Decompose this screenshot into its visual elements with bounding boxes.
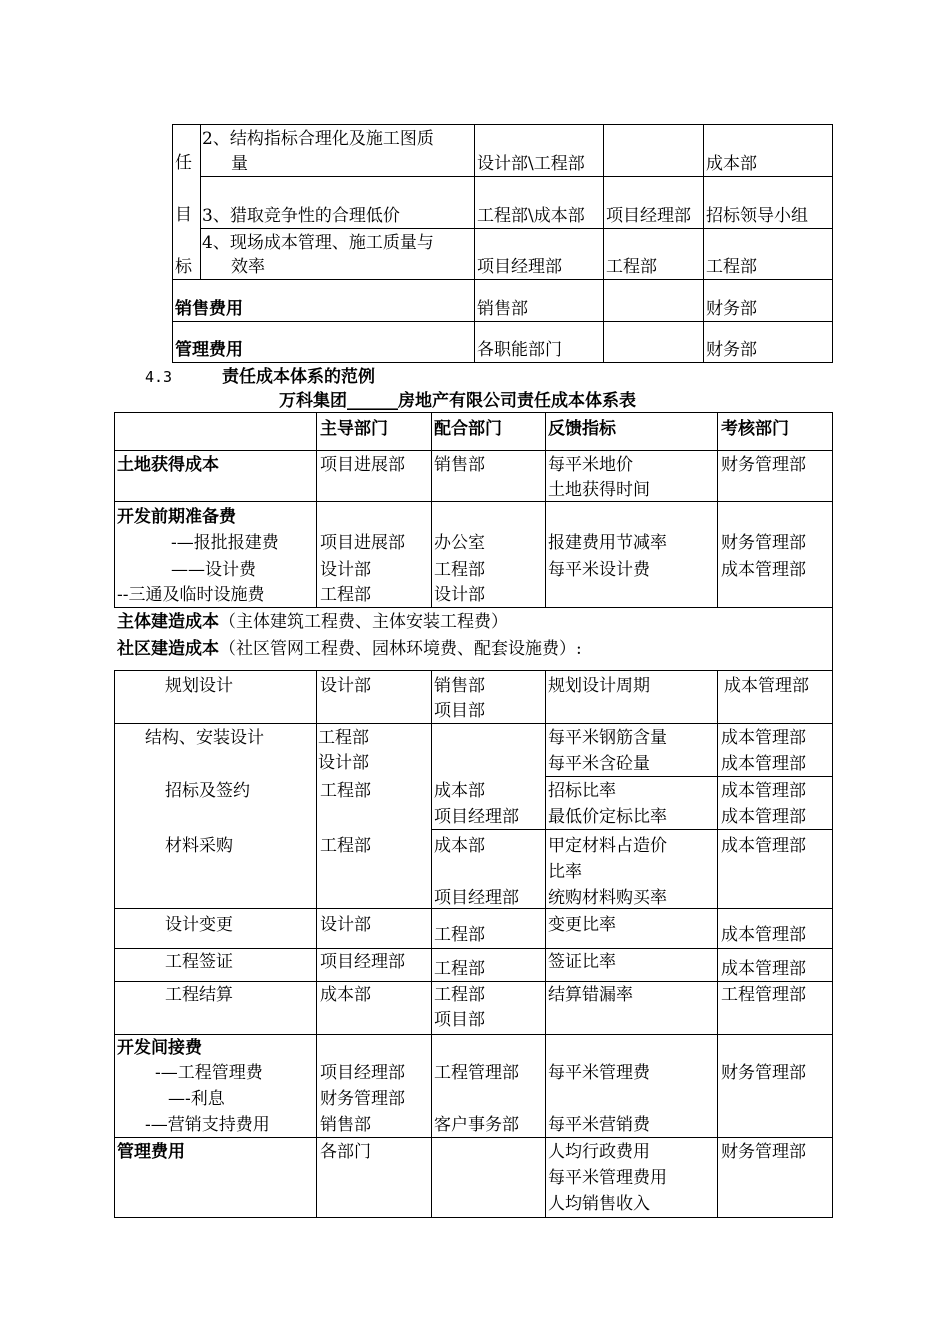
column-header: 考核部门 (721, 419, 789, 439)
table-cell: 比率 (548, 862, 582, 882)
table-cell: 项目部 (434, 701, 485, 721)
table-cell: 招标比率 (548, 781, 616, 801)
row-label: 结构、安装设计 (145, 728, 264, 748)
table-cell: 项目经理部 (477, 257, 562, 277)
table-cell: 2、结构指标合理化及施工图质 (202, 129, 434, 149)
table-cell: 4、现场成本管理、施工质量与 (202, 233, 434, 253)
table-title-left: 万科集团 (279, 391, 347, 411)
table-cell: 财务管理部 (721, 1063, 806, 1083)
vertical-label-char: 标 (175, 257, 192, 277)
table-cell: 成本部 (434, 781, 485, 801)
table-cell: 工程部 (320, 836, 371, 856)
table-cell: 销售部 (320, 1115, 371, 1135)
row-label: 规划设计 (165, 676, 233, 696)
table-cell: 财务管理部 (721, 1142, 806, 1162)
table-cell: 财务管理部 (721, 533, 806, 553)
table-cell: 工程部 (434, 959, 485, 979)
table-cell: 成本部 (434, 836, 485, 856)
table-cell: 客户事务部 (434, 1115, 519, 1135)
table-cell: 财务管理部 (721, 455, 806, 475)
table-cell: 销售部 (477, 299, 528, 319)
table-cell: 每平米钢筋含量 (548, 728, 667, 748)
table-cell: 项目进展部 (320, 455, 405, 475)
row-label: 招标及签约 (165, 781, 250, 801)
vertical-label-char: 目 (175, 205, 192, 225)
table-cell: 3、猎取竞争性的合理低价 (202, 206, 400, 226)
table-cell: 项目部 (434, 1010, 485, 1030)
construction-title: 主体建造成本 (117, 612, 219, 632)
table-cell: 每平米地价 (548, 455, 633, 475)
table-title (279, 388, 636, 414)
table-cell: 工程部 (606, 257, 657, 277)
table-cell: 成本管理部 (721, 728, 806, 748)
table-cell: 甲定材料占造价 (548, 836, 667, 856)
row-label: 材料采购 (165, 836, 233, 856)
table-cell: -—报批报建费 (171, 533, 279, 553)
table-cell: —-利息 (168, 1089, 225, 1109)
table-cell: 设计部 (320, 915, 371, 935)
table-cell: 工程部 (434, 560, 485, 580)
table-cell: 项目经理部 (320, 952, 405, 972)
table-cell: 销售部 (434, 455, 485, 475)
column-header: 反馈指标 (548, 419, 616, 439)
table-cell: ——设计费 (171, 560, 256, 580)
community-title: 社区建造成本 (117, 639, 219, 659)
table-cell: 每平米管理费用 (548, 1168, 667, 1188)
table-cell: 工程管理部 (434, 1063, 519, 1083)
table-cell: 成本部 (706, 154, 757, 174)
table-cell: 项目经理部 (606, 206, 691, 226)
table-cell: 工程管理部 (721, 985, 806, 1005)
table-cell: 成本管理部 (721, 807, 806, 827)
row-label: 工程结算 (165, 985, 233, 1005)
table-cell: 量 (231, 154, 248, 174)
table-cell: 管理费用 (175, 340, 243, 360)
table-cell: 设计部 (318, 753, 369, 773)
table-cell: 工程部 (320, 781, 371, 801)
row-label: 开发间接费 (117, 1038, 202, 1058)
table-cell: 效率 (231, 257, 265, 277)
row-label: 管理费用 (117, 1142, 185, 1162)
table-cell: 成本管理部 (721, 781, 806, 801)
construction-line-1 (117, 609, 508, 635)
column-header: 配合部门 (434, 419, 502, 439)
section-title: 责任成本体系的范例 (222, 367, 375, 387)
table-cell: 成本管理部 (721, 560, 806, 580)
table-cell: 人均行政费用 (548, 1142, 650, 1162)
table-cell: 规划设计周期 (548, 676, 650, 696)
construction-detail: （主体建筑工程费、主体安装工程费） (219, 612, 508, 632)
column-header: 主导部门 (320, 419, 388, 439)
table-cell: 统购材料购买率 (548, 888, 667, 908)
section-number: 4.3 (145, 368, 173, 386)
table-cell: 项目经理部 (434, 888, 519, 908)
table-cell: 设计部 (434, 585, 485, 605)
table-cell: 各部门 (320, 1142, 371, 1162)
table-cell: 招标领导小组 (706, 206, 808, 226)
row-label: 设计变更 (165, 915, 233, 935)
table-cell: -—营销支持费用 (145, 1115, 270, 1135)
community-detail: （社区管网工程费、园林环境费、配套设施费）: (219, 639, 582, 659)
row-label: 开发前期准备费 (117, 507, 236, 527)
table-cell: 工程部 (706, 257, 757, 277)
table-cell: --三通及临时设施费 (117, 585, 265, 605)
table-cell: 工程部\成本部 (477, 206, 585, 226)
table-cell: 成本管理部 (721, 959, 806, 979)
table-cell: 项目经理部 (320, 1063, 405, 1083)
row-label: 工程签证 (165, 952, 233, 972)
construction-line-2 (117, 636, 582, 662)
table-cell: 结算错漏率 (548, 985, 633, 1005)
table-cell: 最低价定标比率 (548, 807, 667, 827)
table-cell: 报建费用节减率 (548, 533, 667, 553)
table-cell: 签证比率 (548, 952, 616, 972)
table-cell: 变更比率 (548, 915, 616, 935)
table-cell: 每平米设计费 (548, 560, 650, 580)
table-cell: 成本管理部 (721, 925, 806, 945)
table-cell: 各职能部门 (477, 340, 562, 360)
row-label: 土地获得成本 (117, 455, 219, 475)
table-cell: 财务部 (706, 340, 757, 360)
table-cell: 工程部 (434, 985, 485, 1005)
table-title-right: 房地产有限公司责任成本体系表 (398, 391, 636, 411)
table-cell: 设计部 (320, 676, 371, 696)
table-cell: 项目进展部 (320, 533, 405, 553)
table-cell: 工程部 (318, 728, 369, 748)
table-title-blank: ______ (347, 391, 398, 411)
table-cell: 财务部 (706, 299, 757, 319)
table-cell: 设计部\工程部 (477, 154, 585, 174)
table-cell: 财务管理部 (320, 1089, 405, 1109)
table-cell: 人均销售收入 (548, 1194, 650, 1214)
table-cell: 土地获得时间 (548, 480, 650, 500)
table-cell: 每平米管理费 (548, 1063, 650, 1083)
table-cell: 每平米营销费 (548, 1115, 650, 1135)
table-cell: 工程部 (434, 925, 485, 945)
table-cell: 成本管理部 (724, 676, 809, 696)
table-cell: -—工程管理费 (155, 1063, 263, 1083)
table-cell: 工程部 (320, 585, 371, 605)
table-cell: 每平米含砼量 (548, 754, 650, 774)
table-cell: 办公室 (434, 533, 485, 553)
table-cell: 成本管理部 (721, 754, 806, 774)
table-cell: 销售费用 (175, 299, 243, 319)
table-cell: 设计部 (320, 560, 371, 580)
table-cell: 成本管理部 (721, 836, 806, 856)
vertical-label-char: 任 (175, 153, 192, 173)
table-cell: 销售部 (434, 676, 485, 696)
table-cell: 成本部 (320, 985, 371, 1005)
table-cell: 项目经理部 (434, 807, 519, 827)
